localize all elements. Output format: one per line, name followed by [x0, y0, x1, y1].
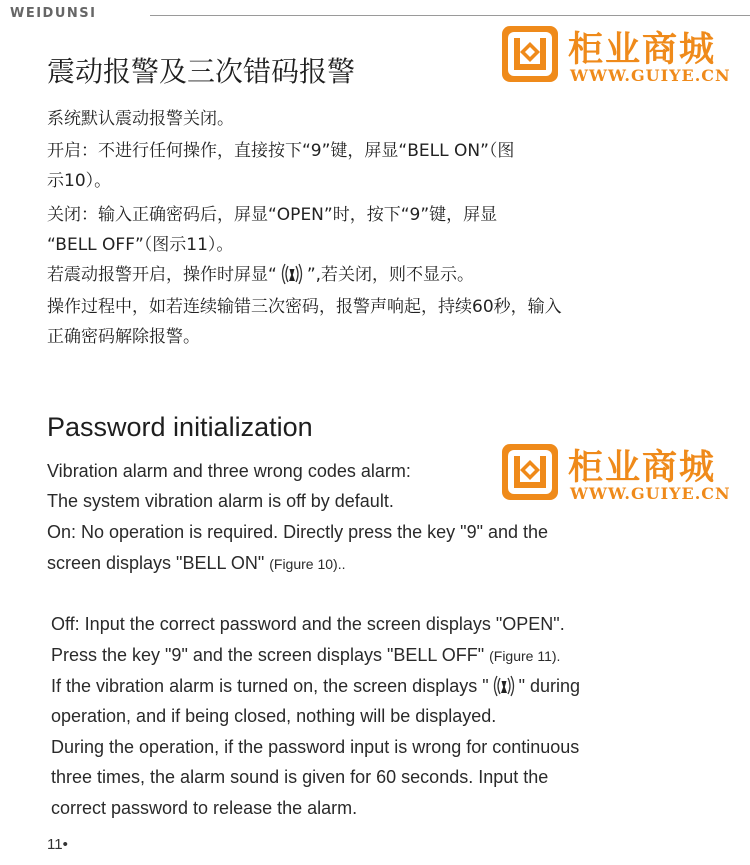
cn-on-line-2: 示10）。 [47, 171, 112, 191]
cn-wrong-line-1: 操作过程中，如若连续输错三次密码，报警声响起，持续60秒，输入 [47, 297, 562, 317]
cn-on-line-1: 开启：不进行任何操作，直接按下“9”键，屏显“BELL ON”（图 [47, 141, 515, 161]
en-display-line-2: operation, and if being closed, nothing will be displayed. [51, 706, 497, 726]
page-number: 11• [47, 836, 68, 853]
cn-display-post: ”,若关闭，则不显示。 [306, 265, 475, 285]
watermark-name: 柜业商城 [568, 30, 717, 70]
en-off-line-1: Off: Input the correct password and the screen displays "OPEN". [51, 614, 565, 634]
en-figure-10-ref: (Figure 10).. [269, 556, 346, 572]
en-on-line-1: On: No operation is required. Directly press the key "9" and the [47, 522, 549, 542]
cn-wrong-line-2: 正确密码解除报警。 [47, 327, 200, 347]
guiye-logo-icon [500, 24, 560, 84]
watermark-middle [500, 440, 740, 508]
en-off-line-2-text: Press the key "9" and the screen displays "BELL OFF" [51, 645, 485, 665]
cn-off-line-2: “BELL OFF”（图示11）。 [47, 235, 234, 255]
en-display-post: " during [518, 676, 581, 696]
cn-off-line-1: 关闭：输入正确密码后，屏显“OPEN”时，按下“9”键，屏显 [47, 205, 498, 225]
cn-display-pre: 若震动报警开启，操作时屏显“ [47, 265, 277, 285]
guiye-logo-icon [500, 442, 560, 502]
en-display-pre: If the vibration alarm is turned on, the screen displays " [51, 676, 489, 696]
vibration-bell-icon [489, 675, 519, 697]
watermark-url: WWW.GUIYE.CN [570, 66, 731, 85]
chinese-title: 震动报警及三次错码报警 [47, 55, 356, 88]
brand-logo-text: WEIDUNSI [10, 6, 97, 21]
cn-default-off: 系统默认震动报警关闭。 [47, 109, 234, 129]
en-wrong-line-3: correct password to release the alarm. [51, 798, 358, 818]
en-subtitle: Vibration alarm and three wrong codes alarm: [47, 461, 411, 481]
en-wrong-line-2: three times, the alarm sound is given for 60 seconds. Input the [51, 767, 549, 787]
en-figure-11-ref: (Figure 11). [489, 648, 561, 664]
watermark-name: 柜业商城 [568, 448, 717, 488]
en-wrong-line-1: During the operation, if the password input is wrong for continuous [51, 737, 580, 757]
vibration-bell-icon [277, 263, 307, 285]
watermark-top [500, 22, 740, 90]
en-on-line-2-text: screen displays "BELL ON" [47, 553, 265, 573]
en-display-line [51, 675, 580, 697]
en-off-line-2 [51, 645, 560, 666]
en-on-line-2 [47, 553, 345, 574]
en-default-off: The system vibration alarm is off by default. [47, 491, 394, 511]
cn-display-line [47, 260, 474, 285]
english-title: Password initialization [47, 412, 313, 442]
page-number-value: 11 [47, 836, 63, 853]
header-rule [150, 15, 750, 16]
watermark-url: WWW.GUIYE.CN [570, 484, 731, 503]
